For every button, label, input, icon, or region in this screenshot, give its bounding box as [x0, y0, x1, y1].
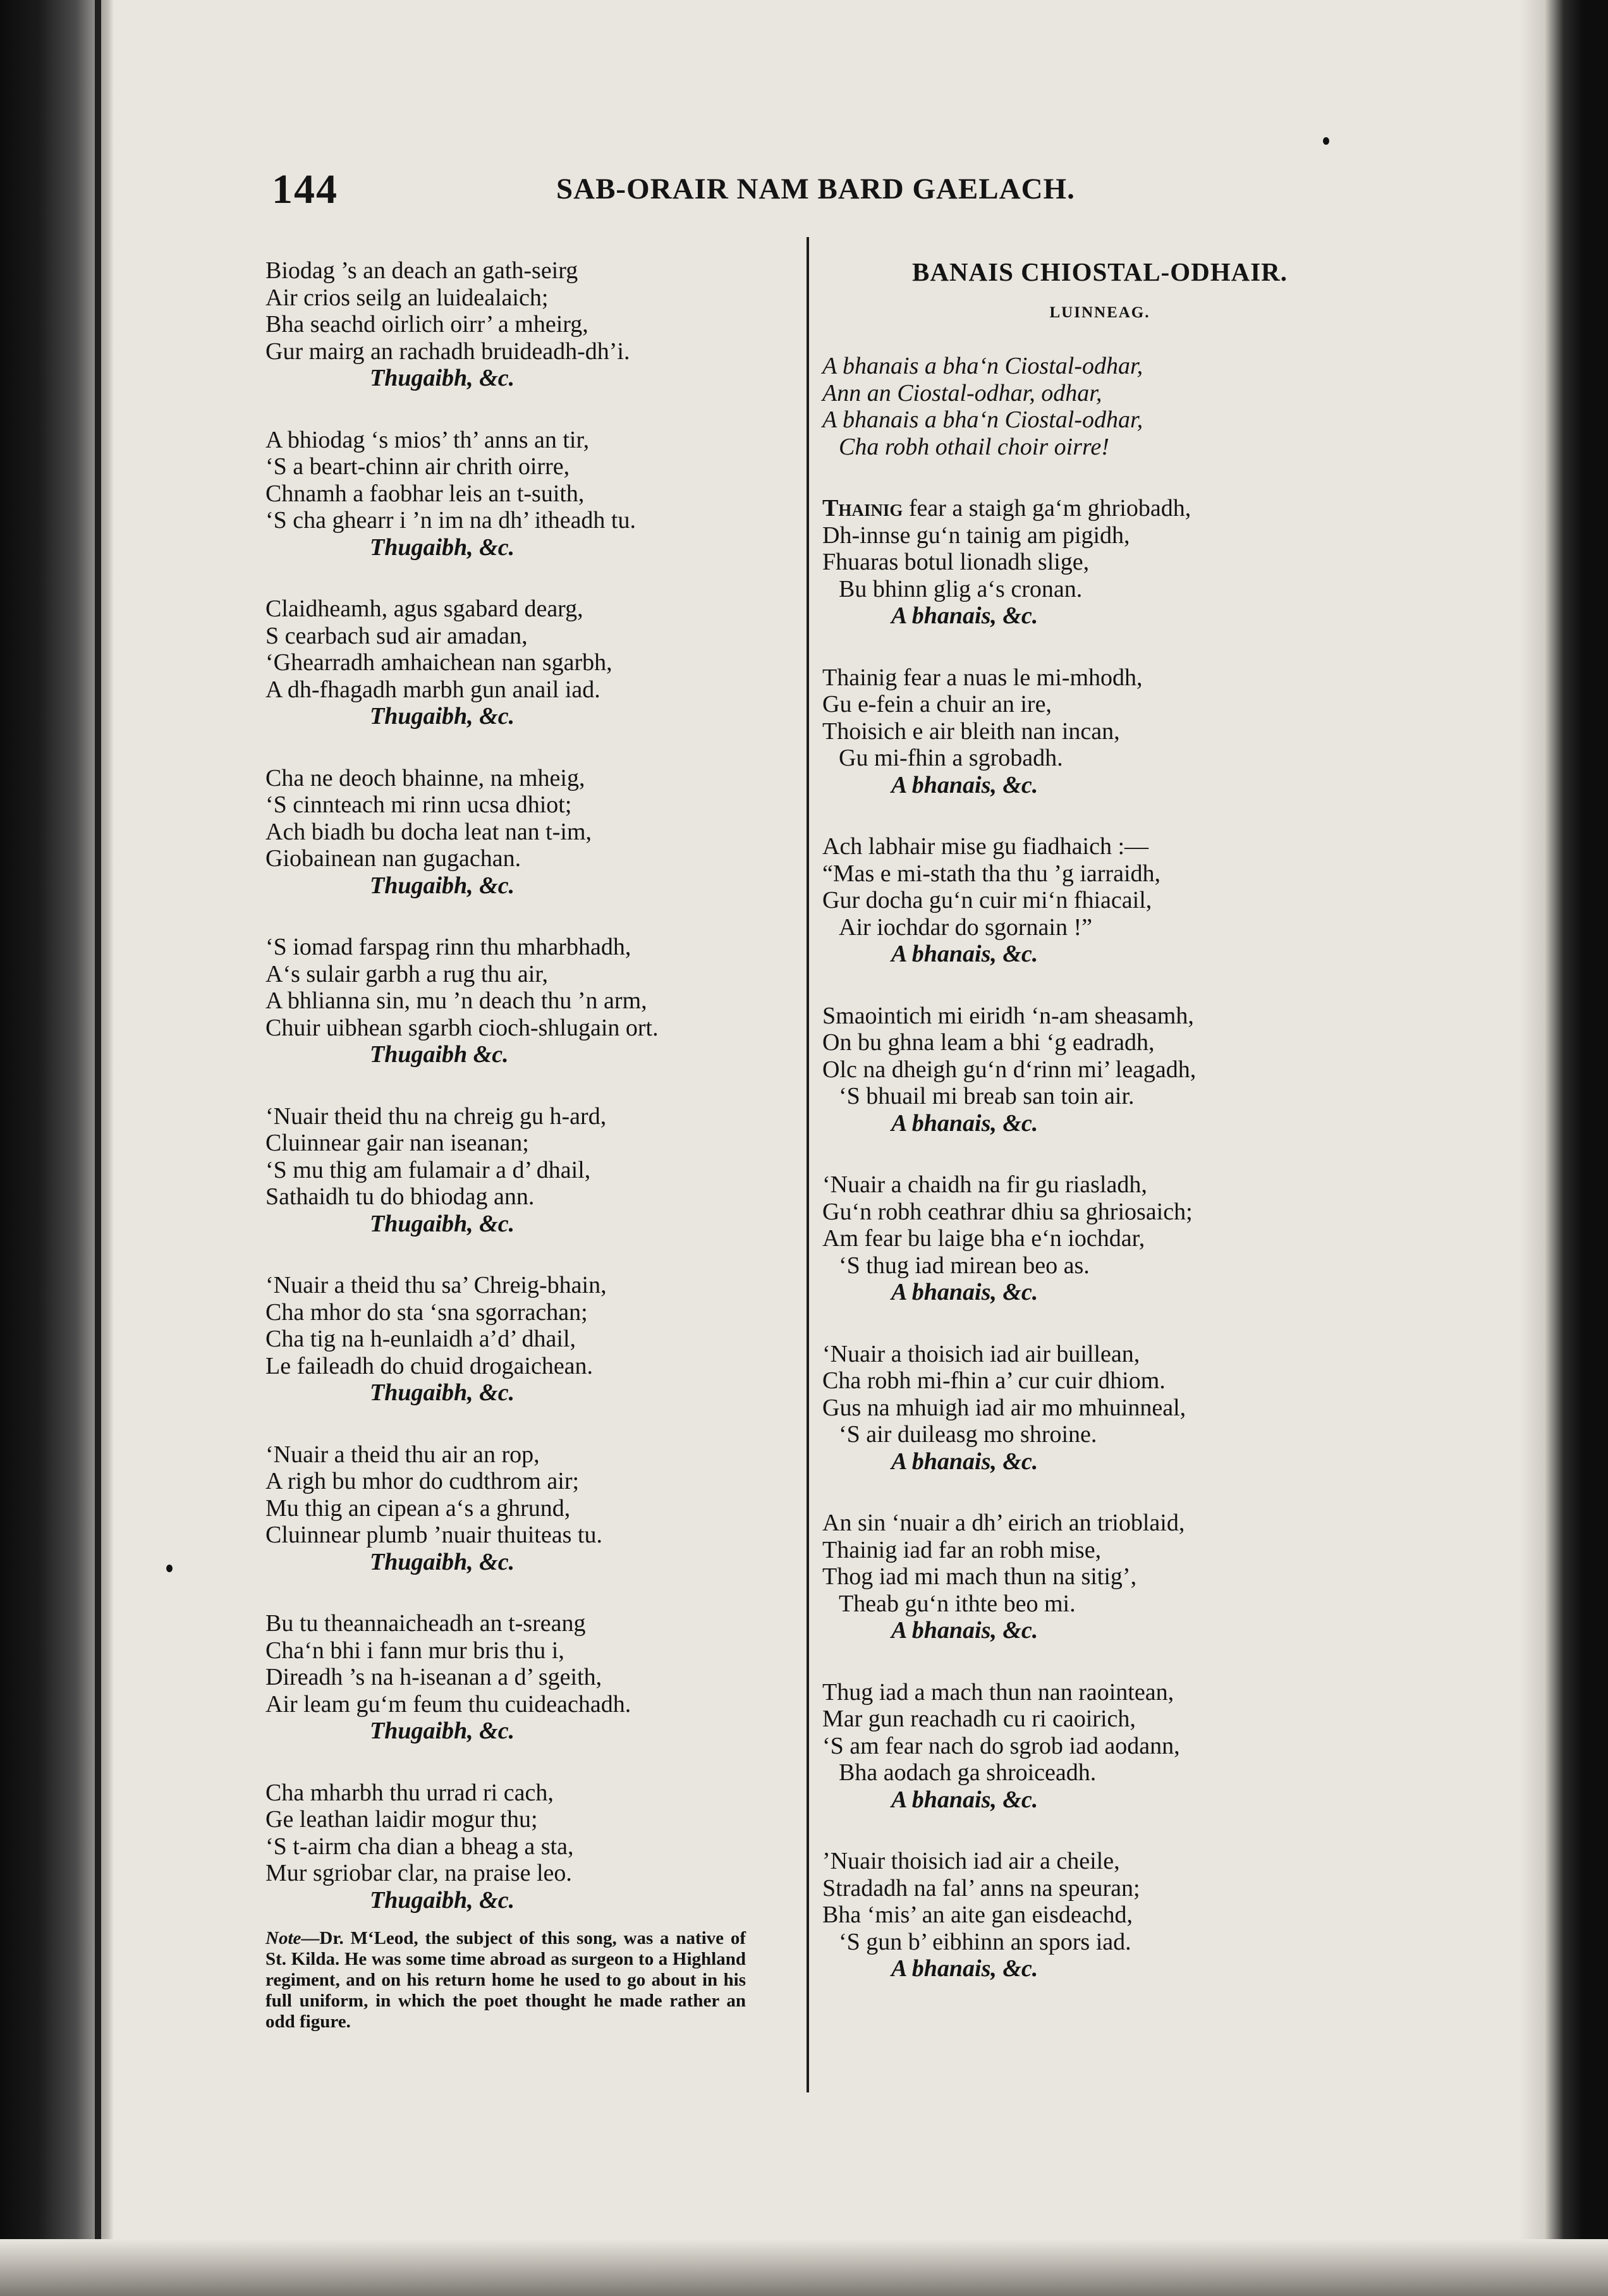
stanza	[265, 934, 771, 1068]
verse-line: Bha seachd oirlich oirr’ a mheirg,	[265, 311, 588, 338]
stanza	[265, 427, 771, 561]
refrain: A bhanais, &c.	[891, 1279, 1038, 1305]
verse-line: Am fear bu laige bha e‘n iochdar,	[822, 1225, 1145, 1252]
verse-line: “Mas e mi-stath tha thu ’g iarraidh,	[822, 860, 1161, 887]
refrain: Thugaibh, &c.	[370, 365, 515, 391]
left-column	[265, 257, 771, 1948]
verse-line: Giobainean nan gugachan.	[265, 845, 521, 872]
chorus-line: A bhanais a bha‘n Ciostal-odhar,	[822, 353, 1143, 379]
verse-line: Thoisich e air bleith nan incan,	[822, 718, 1120, 745]
verse-line: A bhiodag ‘s mios’ th’ anns an tir,	[265, 426, 590, 453]
stanza	[806, 1341, 1349, 1475]
verse-line: Thainig iad far an robh mise,	[822, 1536, 1102, 1563]
refrain: A bhanais, &c.	[891, 941, 1038, 967]
verse-line: Chnamh a faobhar leis an t-suith,	[265, 480, 585, 507]
verse-line: Fhuaras botul lionadh slige,	[822, 549, 1090, 575]
verse-line: Bha ‘mis’ an aite gan eisdeachd,	[822, 1902, 1133, 1928]
stanza	[806, 833, 1349, 968]
binding-gutter	[95, 0, 101, 2296]
verse-line: ‘S t-airm cha dian a bheag a sta,	[265, 1833, 574, 1860]
chorus	[806, 353, 1349, 460]
refrain: A bhanais, &c.	[891, 602, 1038, 629]
stanza	[265, 1272, 771, 1407]
verse-line: Mar gun reachadh cu ri caoirich,	[822, 1706, 1136, 1732]
verse-line-rest: fear a staigh ga‘m ghriobadh,	[903, 495, 1191, 522]
verse-line: Le faileadh do chuid drogaichean.	[265, 1352, 594, 1379]
refrain: Thugaibh &c.	[370, 1041, 509, 1068]
refrain: A bhanais, &c.	[891, 771, 1038, 798]
verse-line	[806, 495, 1349, 522]
refrain: A bhanais, &c.	[891, 1786, 1038, 1813]
verse-line: Theab gu‘n ithte beo mi.	[839, 1590, 1076, 1617]
stanza	[806, 1848, 1349, 1982]
verse-line: Chuir uibhean sgarbh cioch-shlugain ort.	[265, 1014, 659, 1041]
verse-line: ‘S iomad farspag rinn thu mharbhadh,	[265, 934, 631, 960]
verse-line: A bhlianna sin, mu ’n deach thu ’n arm,	[265, 987, 647, 1014]
verse-line: ‘S a beart-chinn air chrith oirre,	[265, 453, 570, 480]
verse-line: Gus na mhuigh iad air mo mhuinneal,	[822, 1394, 1186, 1421]
verse-line: Olc na dheigh gu‘n d‘rinn mi’ leagadh,	[822, 1056, 1197, 1083]
verse-line: Air iochdar do sgornain !”	[839, 913, 1092, 941]
footnote	[265, 1928, 746, 2032]
verse-line: Air crios seilg an luidealaich;	[265, 284, 549, 311]
stanza	[265, 1103, 771, 1238]
stanza	[265, 1610, 771, 1745]
verse-line: Stradadh na fal’ anns na speuran;	[822, 1874, 1140, 1902]
verse-line: Sathaidh tu do bhiodag ann.	[265, 1183, 535, 1210]
stanza	[806, 664, 1349, 799]
verse-line: Cha robh mi-fhin a’ cur cuir dhiom.	[822, 1367, 1166, 1394]
chorus-line: Ann an Ciostal-odhar, odhar,	[822, 379, 1102, 406]
verse-line: Thainig fear a nuas le mi-mhodh,	[822, 664, 1143, 691]
verse-line: ‘Nuair a chaidh na fir gu riasladh,	[822, 1171, 1147, 1198]
verse-line: Biodag ’s an deach an gath-seirg	[265, 257, 578, 284]
stanza	[265, 765, 771, 900]
verse-line: Air leam gu‘m feum thu cuideachadh.	[265, 1690, 631, 1718]
stanza	[806, 1003, 1349, 1137]
chorus-heading: LUINNEAG.	[1049, 303, 1150, 321]
refrain: Thugaibh, &c.	[370, 534, 515, 561]
page-header	[272, 166, 1093, 223]
verse-line: S cearbach sud air amadan,	[265, 622, 528, 649]
verse-line: Ach labhair mise gu fiadhaich :—	[822, 833, 1149, 860]
verse-line: Bu tu theannaicheadh an t-sreang	[265, 1610, 586, 1637]
verse-line: ‘Nuair theid thu na chreig gu h-ard,	[265, 1102, 607, 1130]
verse-line: Gu‘n robh ceathrar dhiu sa ghriosaich;	[822, 1198, 1193, 1225]
verse-line: Smaointich mi eiridh ‘n-am sheasamh,	[822, 1002, 1194, 1029]
verse-line: ‘S bhuail mi breab san toin air.	[839, 1083, 1135, 1109]
verse-line: Cluinnear plumb ’nuair thuiteas tu.	[265, 1522, 602, 1548]
verse-line: ‘S gun b’ eibhinn an spors iad.	[839, 1928, 1131, 1955]
verse-line: Cluinnear gair nan iseanan;	[265, 1130, 529, 1156]
refrain: Thugaibh, &c.	[370, 1379, 515, 1406]
verse-line: ‘S am fear nach do sgrob iad aodann,	[822, 1732, 1180, 1759]
verse-line: Cha mhor do sta ‘sna sgorrachan;	[265, 1298, 588, 1326]
refrain: Thugaibh, &c.	[370, 703, 515, 730]
verse-line: ‘S cinnteach mi rinn ucsa dhiot;	[265, 791, 572, 818]
refrain: Thugaibh, &c.	[370, 1210, 515, 1237]
verse-line: Ach biadh bu docha leat nan t-im,	[265, 818, 592, 845]
stanza	[265, 257, 771, 392]
verse-line: ‘Nuair a theid thu sa’ Chreig-bhain,	[265, 1272, 607, 1298]
verse-line: Direadh ’s na h-iseanan a d’ sgeith,	[265, 1664, 602, 1690]
refrain: A bhanais, &c.	[891, 1617, 1038, 1644]
verse-line: A‘s sulair garbh a rug thu air,	[265, 960, 548, 987]
verse-line: Bha aodach ga shroiceadh.	[839, 1759, 1097, 1786]
chorus-line: Cha robh othail choir oirre!	[839, 433, 1109, 460]
page-number: 144	[272, 166, 338, 212]
stanza	[806, 1679, 1349, 1814]
verse-line: Gur mairg an rachadh bruideadh-dh’i.	[265, 338, 630, 365]
verse-line: ‘S air duileasg mo shroine.	[839, 1421, 1097, 1448]
verse-line: Bu bhinn glig a‘s cronan.	[839, 575, 1083, 602]
verse-line: ‘S thug iad mirean beo as.	[839, 1252, 1090, 1279]
refrain: Thugaibh, &c.	[370, 1718, 515, 1744]
verse-line: Gu mi-fhin a sgrobadh.	[839, 745, 1063, 771]
scan-border-right	[1520, 0, 1608, 2296]
stanza	[265, 1441, 771, 1576]
verse-line: ’Nuair thoisich iad air a cheile,	[822, 1848, 1120, 1874]
verse-line: Mu thig an cipean a‘s a ghrund,	[265, 1494, 571, 1522]
verse-line: Claidheamh, agus sgabard dearg,	[265, 595, 583, 622]
stanza	[806, 1171, 1349, 1306]
drop-word: Thainig	[822, 495, 903, 522]
running-title: SAB-ORAIR NAM BARD GAELACH.	[556, 173, 1075, 205]
song-title: BANAIS CHIOSTAL-ODHAIR.	[911, 257, 1288, 286]
verse-line: ‘S mu thig am fulamair a d’ dhail,	[265, 1156, 591, 1183]
verse-line: A dh-fhagadh marbh gun anail iad.	[265, 676, 600, 703]
verse-line: Gur docha gu‘n cuir mi‘n fhiacail,	[822, 887, 1152, 913]
verse-line: Cha‘n bhi i fann mur bris thu i,	[265, 1637, 564, 1664]
stanza	[265, 595, 771, 730]
footnote-label: Note	[265, 1928, 302, 1948]
stanza	[806, 495, 1349, 630]
verse-line: A righ bu mhor do cudthrom air;	[265, 1468, 580, 1494]
verse-line: Mur sgriobar clar, na praise leo.	[265, 1860, 572, 1886]
verse-line: Thug iad a mach thun nan raointean,	[822, 1678, 1174, 1706]
chorus-line: A bhanais a bha‘n Ciostal-odhar,	[822, 406, 1143, 433]
ink-speck	[1323, 137, 1329, 145]
refrain: A bhanais, &c.	[891, 1448, 1038, 1475]
refrain: Thugaibh, &c.	[370, 1886, 515, 1914]
verse-line: ‘Nuair a theid thu air an rop,	[265, 1441, 540, 1468]
verse-line: ‘Nuair a thoisich iad air buillean,	[822, 1340, 1140, 1367]
refrain: A bhanais, &c.	[891, 1109, 1038, 1137]
refrain: A bhanais, &c.	[891, 1955, 1038, 1982]
verse-line: Cha ne deoch bhainne, na mheig,	[265, 764, 585, 791]
verse-line: Cha tig na h-eunlaidh a’d’ dhail,	[265, 1326, 576, 1352]
scan-border-bottom	[0, 2239, 1608, 2296]
verse-line: ‘Ghearradh amhaichean nan sgarbh,	[265, 649, 612, 676]
stanza	[806, 1510, 1349, 1644]
verse-line: Ge leathan laidir mogur thu;	[265, 1806, 538, 1833]
ink-speck	[166, 1565, 173, 1572]
verse-line: Cha mharbh thu urrad ri cach,	[265, 1779, 554, 1806]
stanza	[265, 1780, 771, 1914]
verse-line: Dh-innse gu‘n tainig am pigidh,	[822, 522, 1130, 549]
verse-line: ‘S cha ghearr i ’n im na dh’ itheadh tu.	[265, 507, 636, 534]
footnote-text: —Dr. M‘Leod, the subject of this song, was a native of St. Kilda. He was some time abroad as surgeon to a Highland regiment, and on his return home he used to go about in his full uniform, in which the poet thought he made rather an odd figure.	[265, 1928, 746, 2032]
verse-line: Thog iad mi mach thun na sitig’,	[822, 1563, 1137, 1590]
verse-line: An sin ‘nuair a dh’ eirich an trioblaid,	[822, 1510, 1185, 1536]
refrain: Thugaibh, &c.	[370, 1548, 515, 1575]
right-column	[806, 257, 1349, 2017]
refrain: Thugaibh, &c.	[370, 872, 515, 899]
verse-line: Gu e-fein a chuir an ire,	[822, 691, 1052, 718]
verse-line: On bu ghna leam a bhi ‘g eadradh,	[822, 1029, 1155, 1056]
